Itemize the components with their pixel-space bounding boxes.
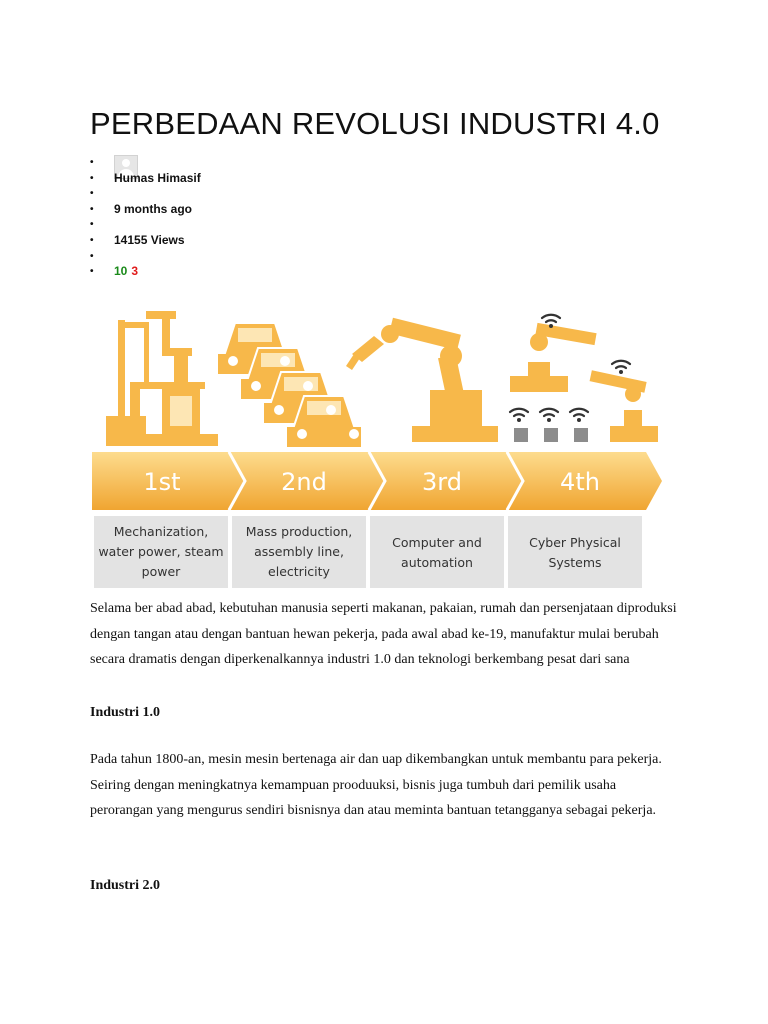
intro-paragraph: Selama ber abad abad, kebutuhan manusia seperti makanan, pakaian, rumah dan persenjataan diproduksi dengan tangan atau dengan bantuan hewan pekerja, pada awal abad ke-19, manufaktur mulai berubah secara dramatis dengan diperkenalkannya industri 1.0 dan teknologi berkembang pesat dari sana — [90, 601, 677, 667]
article-meta-list — [90, 155, 490, 280]
stage-label-3: 3rd — [422, 468, 462, 496]
meta-item-empty — [90, 249, 490, 265]
stage-label-4: 4th — [560, 468, 600, 496]
robot-arm-icon — [346, 318, 498, 442]
meta-item-empty — [90, 186, 490, 202]
stage-desc-2-line-3: electricity — [268, 564, 330, 579]
stage-desc-1-line-1: Mechanization, — [113, 524, 209, 539]
section-heading-industri-2: Industri 2.0 — [90, 878, 161, 893]
stage-desc-2-line-1: Mass production, — [245, 524, 353, 539]
section-heading-industri-1: Industri 1.0 — [90, 705, 161, 720]
steam-engine-icon — [106, 311, 218, 446]
cars-assembly-icon — [217, 323, 362, 448]
stage-desc-3-line-2: automation — [401, 555, 473, 570]
bullet-icon: • — [90, 219, 94, 231]
bullet-icon: • — [90, 250, 94, 262]
dislike-count[interactable]: 3 — [131, 264, 139, 279]
like-count[interactable]: 10 — [114, 264, 128, 279]
stage-desc-4-line-2: Systems — [548, 555, 602, 570]
cyber-physical-icon — [510, 315, 658, 442]
meta-item-views — [90, 233, 490, 249]
meta-item-empty — [90, 217, 490, 233]
industri-1-paragraph: Pada tahun 1800-an, mesin mesin bertenaga air dan uap dikembangkan untuk membantu para pekerja. Seiring dengan meningkatnya kemampuan prooduuksi, bisnis juga tumbuh dari pemilik usaha perorangan yang mengurus sendiri bisnisnya dan atau meminta bantuan tetangganya sebagai pekerja. — [90, 752, 662, 818]
post-time: 9 months ago — [114, 201, 193, 216]
stage-desc-2-line-2: assembly line, — [254, 544, 344, 559]
bullet-icon: • — [90, 157, 94, 168]
stage-label-1: 1st — [143, 468, 181, 496]
vote-counts — [114, 264, 138, 280]
article-title: PERBEDAAN REVOLUSI INDUSTRI 4.0 — [90, 106, 660, 141]
avatar-head-shape — [122, 159, 130, 167]
bullet-icon: • — [90, 234, 94, 246]
meta-item-time — [90, 202, 490, 218]
bullet-icon: • — [90, 188, 94, 200]
view-count: 14155 Views — [114, 232, 185, 247]
stage-desc-3-line-1: Computer and — [392, 535, 482, 550]
bullet-icon: • — [90, 266, 94, 278]
bullet-icon: • — [90, 172, 94, 184]
stage-desc-4-line-1: Cyber Physical — [529, 535, 621, 550]
meta-item-author — [90, 171, 490, 187]
stage-desc-1-line-3: power — [141, 564, 181, 579]
meta-item-avatar — [90, 155, 490, 171]
author-name[interactable]: Humas Himasif — [114, 170, 201, 185]
bullet-icon: • — [90, 203, 94, 215]
industry-revolution-figure — [90, 298, 670, 600]
meta-item-votes — [90, 264, 490, 280]
stage-label-2: 2nd — [281, 468, 327, 496]
stage-desc-1-line-2: water power, steam — [98, 544, 224, 559]
